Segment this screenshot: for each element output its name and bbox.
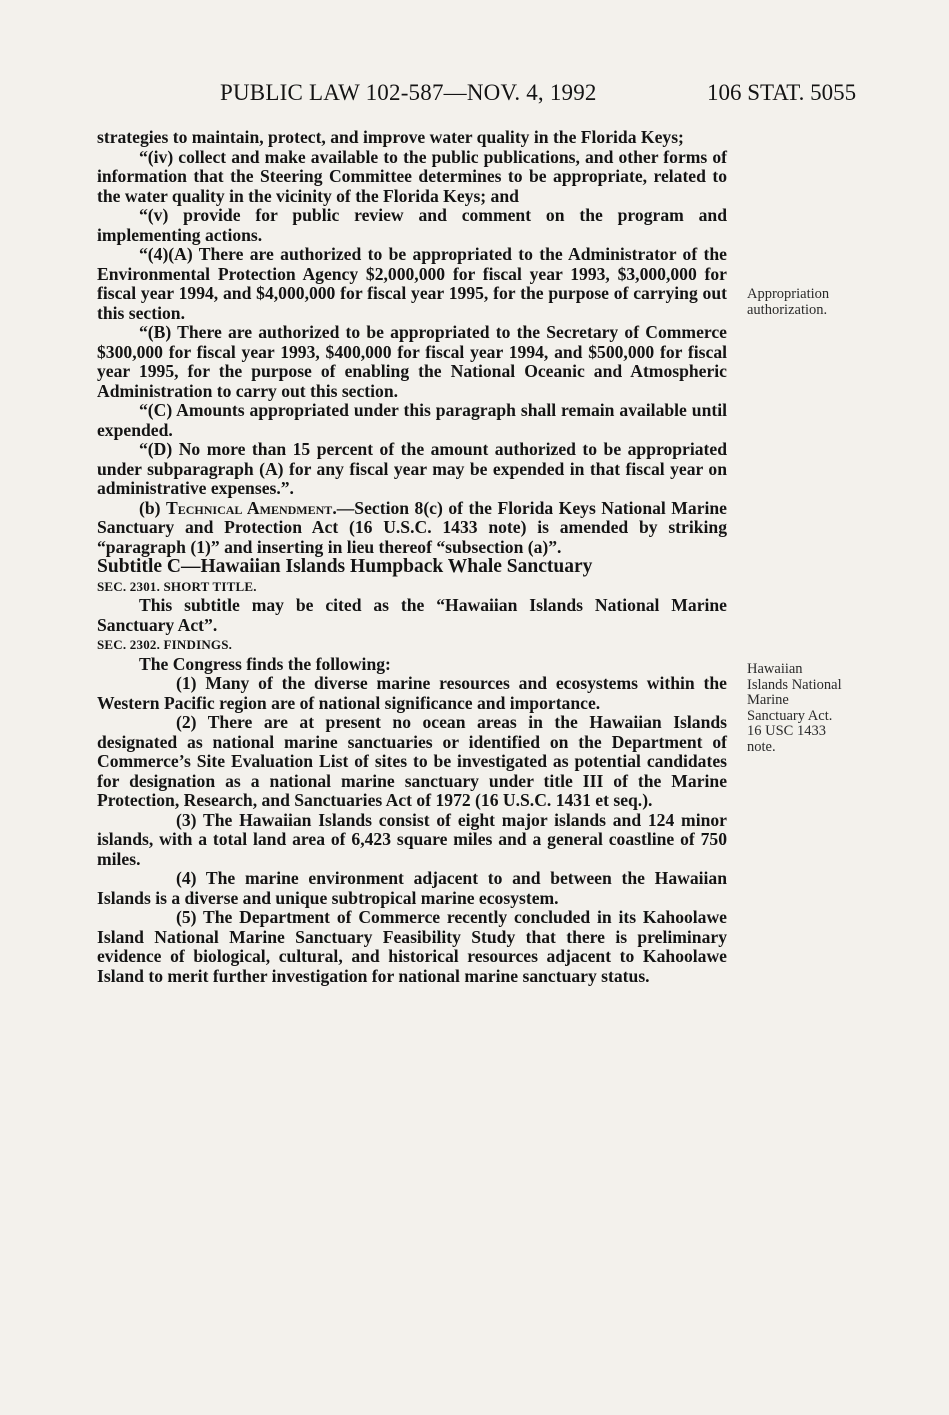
section-2301-text: This subtitle may be cited as the “Hawaiian Islands National Marine Sanctuary Act”.	[97, 595, 727, 635]
margin-note-line: Marine	[747, 692, 789, 708]
paragraph-v: “(v) provide for public review and comment on the program and implementing actions.	[97, 205, 727, 245]
margin-note-line: 16 USC 1433	[747, 723, 826, 739]
margin-note-line: Sanctuary Act.	[747, 707, 833, 724]
margin-note-line: Hawaiian	[747, 661, 803, 677]
paragraph-technical-amendment	[97, 499, 727, 558]
margin-note-line: authorization.	[747, 301, 828, 318]
subtitle-heading: Subtitle C—Hawaiian Islands Humpback Whale Sanctuary	[97, 556, 593, 577]
paragraph-strategies: strategies to maintain, protect, and improve water quality in the Florida Keys;	[97, 127, 684, 147]
margin-note-appropriation	[747, 287, 897, 318]
body-text	[97, 128, 727, 986]
finding-2: (2) There are at present no ocean areas in the Hawaiian Islands designated as national marine sanctuaries or identified on the Department of Commerce’s Site Evaluation List of sites to be investigated as potential candidates for designation as a national marine sanctuary under title III of the Marine Protection, Research, and Sanctuaries Act of 1972 (16 U.S.C. 1431 et seq.).	[97, 712, 727, 810]
finding-4: (4) The marine environment adjacent to and between the Hawaiian Islands is a diverse and unique subtropical marine ecosystem.	[97, 868, 727, 908]
paragraph-iv: “(iv) collect and make available to the public publications, and other forms of information that the Steering Committee determines to be appropriate, related to the water quality in the vicinity of the Florida Keys; and	[97, 146, 727, 206]
finding-3: (3) The Hawaiian Islands consist of eight major islands and 124 minor islands, with a total land area of 6,423 square miles and a general coastline of 750 miles.	[97, 809, 727, 869]
findings-intro: The Congress finds the following:	[139, 653, 391, 674]
paragraph-4d: “(D) No more than 15 percent of the amount authorized to be appropriated under subparagraph (A) for any fiscal year may be expended in that fiscal year on administrative expenses.”.	[97, 439, 727, 498]
finding-1: (1) Many of the diverse marine resources and ecosystems within the Western Pacific region are of national significance and importance.	[97, 673, 727, 713]
amendment-text: .—Section 8(c) of the Florida Keys National Marine Sanctuary and Protection Act (16 U.S.C. 1433 note) is amended by striking “paragraph (1)” and inserting in lieu thereof “subsection (a)”.	[97, 497, 727, 557]
paragraph-4c: “(C) Amounts appropriated under this paragraph shall remain available until expended.	[97, 400, 727, 440]
amendment-heading: Technical Amendment	[166, 497, 333, 518]
running-header-title: PUBLIC LAW 102-587—NOV. 4, 1992	[220, 80, 597, 105]
section-2302-heading: SEC. 2302. FINDINGS.	[97, 637, 233, 652]
margin-note-line: note.	[747, 738, 776, 755]
finding-5: (5) The Department of Commerce recently concluded in its Kahoolawe Island National Marine Sanctuary Feasibility Study that there is preliminary evidence of biological, cultural, and historical resources adjacent to Kahoolawe Island to merit further investigation for national marine sanctuary status.	[97, 907, 727, 986]
margin-note-line: Appropriation	[747, 286, 830, 302]
paragraph-4a: “(4)(A) There are authorized to be appropriated to the Administrator of the Environmental Protection Agency $2,000,000 for fiscal year 1993, $3,000,000 for fiscal year 1994, and $4,000,000 for fiscal year 1995, for the purpose of carrying out this section.	[97, 244, 727, 323]
margin-note-hawaiian-act	[747, 662, 897, 755]
section-2301-heading: SEC. 2301. SHORT TITLE.	[97, 578, 257, 594]
amendment-label: (b)	[139, 497, 166, 518]
running-header-page: 106 STAT. 5055	[707, 80, 857, 105]
paragraph-4b: “(B) There are authorized to be appropriated to the Secretary of Commerce $300,000 for fiscal year 1993, $400,000 for fiscal year 1994, and $500,000 for fiscal year 1995, for the purpose of enabling the National Oceanic and Atmospheric Administration to carry out this section.	[97, 322, 727, 401]
margin-note-line: Islands National	[747, 676, 842, 693]
